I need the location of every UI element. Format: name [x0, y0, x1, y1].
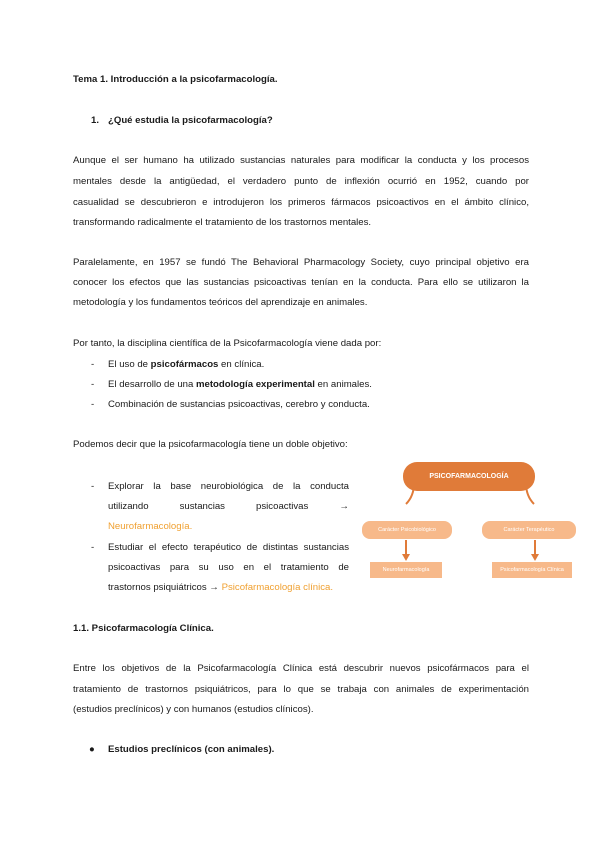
- paragraph-2-line-3: metodología y los fundamentos teóricos del aprendizaje en animales.: [73, 297, 368, 308]
- list-item-text: Combinación de sustancias psicoactivas, cerebro y conducta.: [108, 399, 370, 410]
- diagram-left-node: Carácter Psicobiológico: [362, 521, 452, 539]
- list-item-bold: psicofármacos: [150, 359, 219, 370]
- objective-2-line-1: Estudiar el efecto terapéutico de distintas sustancias: [108, 542, 349, 553]
- dash-bullet: -: [91, 542, 95, 553]
- paragraph-5-line-3: (estudios preclínicos) y con humanos (estudios clínicos).: [73, 704, 314, 715]
- objective-2-line-3: [108, 581, 333, 595]
- paragraph-1-line-3: casualidad se descubrieron e introdujeron los primeros fármacos psicoactivos en el ámbito clínico,: [73, 197, 529, 208]
- paragraph-5-line-2: tratamiento de trastornos psiquiátricos, para lo que se trabaja con animales de experimentación: [73, 684, 529, 695]
- objective-2-text: trastornos psiquiátricos →: [108, 582, 222, 593]
- psicofarmacologia-clinica-highlight: Psicofarmacología clínica.: [221, 582, 334, 593]
- dash-bullet: -: [91, 359, 95, 370]
- preclinical-studies-heading: Estudios preclínicos (con animales).: [108, 744, 275, 755]
- dash-bullet: -: [91, 399, 95, 410]
- diagram-left-leaf: Neurofarmacología: [370, 562, 442, 578]
- dash-bullet: -: [91, 379, 95, 390]
- paragraph-1-line-2: mentales desde la antigüedad, el verdadero punto de inflexión ocurrió en 1952, cuando por: [73, 176, 529, 187]
- section-number: 1.: [91, 115, 100, 126]
- list-item-bold: metodología experimental: [196, 379, 315, 390]
- objectives-diagram: [362, 462, 578, 586]
- paragraph-4: Podemos decir que la psicofarmacología tiene un doble objetivo:: [73, 439, 348, 450]
- neurofarmacologia-highlight: Neurofarmacología.: [108, 521, 193, 532]
- objective-1-line-1: Explorar la base neurobiológica de la conducta: [108, 481, 349, 492]
- dash-bullet: -: [91, 481, 95, 492]
- list-item-text: en animales.: [314, 379, 372, 390]
- list-item-text: El desarrollo de una: [108, 379, 196, 390]
- list-item-text: en clínica.: [218, 359, 265, 370]
- diagram-right-leaf: Psicofarmacología Clínica: [492, 562, 572, 578]
- section-heading: ¿Qué estudia la psicofarmacología?: [108, 115, 273, 126]
- round-bullet: ●: [89, 744, 95, 755]
- document-title: Tema 1. Introducción a la psicofarmacología.: [73, 74, 278, 85]
- paragraph-1-line-1: Aunque el ser humano ha utilizado sustancias naturales para modificar la conducta y los procesos: [73, 155, 529, 166]
- section-1-1-heading: 1.1. Psicofarmacología Clínica.: [73, 623, 214, 634]
- list-item-text: El uso de: [108, 359, 151, 370]
- objective-1-line-2: utilizando sustancias psicoactivas →: [108, 501, 349, 512]
- paragraph-5-line-1: Entre los objetivos de la Psicofarmacología Clínica está descubrir nuevos psicofármacos para el: [73, 663, 529, 674]
- diagram-right-node: Carácter Terapéutico: [482, 521, 576, 539]
- diagram-root: PSICOFARMACOLOGÍA: [403, 462, 535, 491]
- paragraph-2-line-2: conocer los efectos que las sustancias psicoactivas tenían en la conducta. Para ello se utilizaron la: [73, 277, 529, 288]
- paragraph-3: Por tanto, la disciplina científica de la Psicofarmacología viene dada por:: [73, 338, 382, 349]
- paragraph-2-line-1: Paralelamente, en 1957 se fundó The Behavioral Pharmacology Society, cuyo principal objetivo era: [73, 257, 529, 268]
- objective-2-line-2: psicoactivas para su uso en el tratamiento de: [108, 562, 349, 573]
- paragraph-1-line-4: transformando radicalmente el tratamiento de los trastornos mentales.: [73, 217, 372, 228]
